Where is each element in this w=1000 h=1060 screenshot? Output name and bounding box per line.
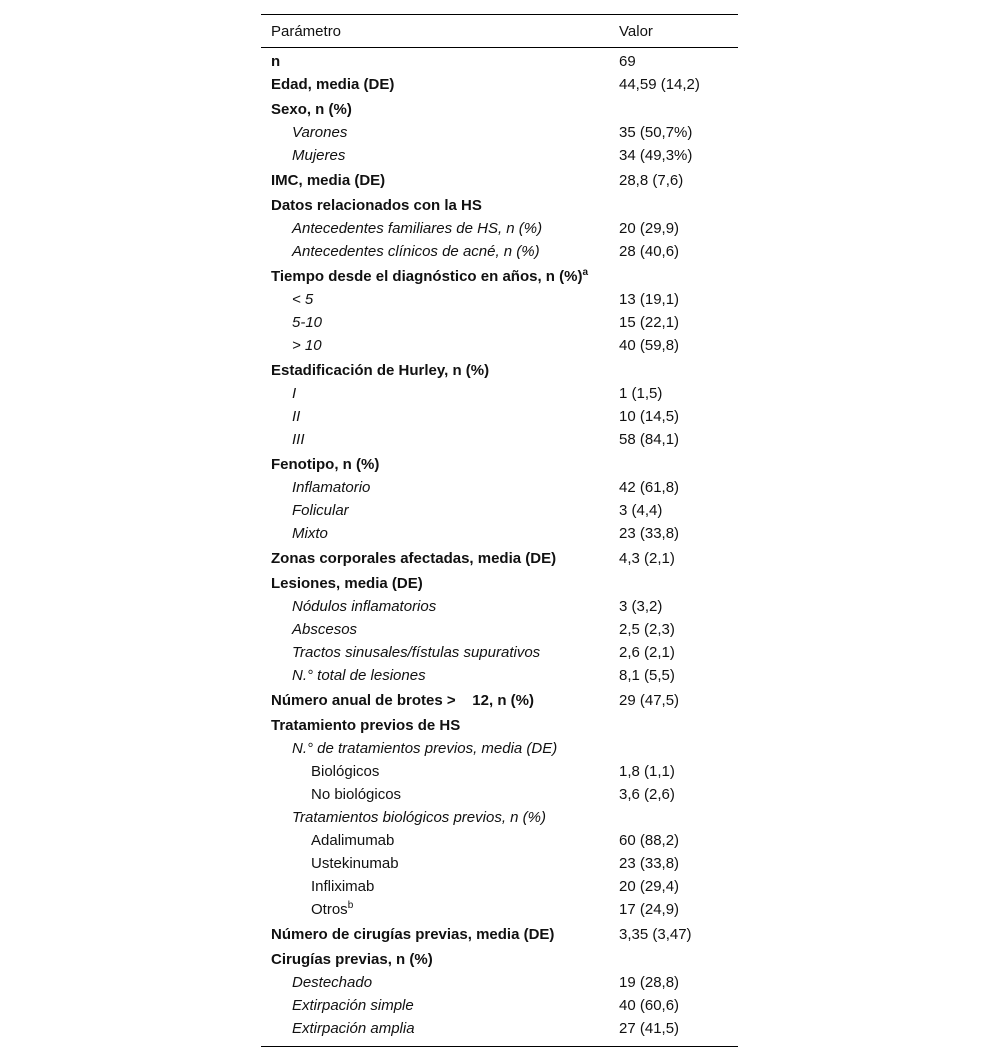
table-row bbox=[261, 783, 738, 806]
row-value: 1,8 (1,1) bbox=[619, 763, 675, 780]
table-row bbox=[261, 641, 738, 664]
row-value: 13 (19,1) bbox=[619, 291, 680, 308]
table-row bbox=[261, 852, 738, 875]
table-row bbox=[261, 144, 738, 167]
row-label: Ustekinumab bbox=[311, 855, 399, 872]
table-row bbox=[261, 382, 738, 405]
row-label: Fenotipo, n (%) bbox=[271, 456, 380, 473]
table-row bbox=[261, 760, 738, 783]
row-label: III bbox=[292, 431, 305, 448]
table-header bbox=[261, 15, 738, 47]
row-value: 29 (47,5) bbox=[619, 692, 680, 709]
row-label: Cirugías previas, n (%) bbox=[271, 951, 433, 968]
row-label: Infliximab bbox=[311, 878, 375, 895]
row-value: 35 (50,7%) bbox=[619, 124, 693, 141]
table-row bbox=[261, 923, 738, 946]
row-label: N.° total de lesiones bbox=[292, 667, 426, 684]
table-row bbox=[261, 618, 738, 641]
row-value: 17 (24,9) bbox=[619, 901, 680, 918]
row-value: 10 (14,5) bbox=[619, 408, 680, 425]
header-param: Parámetro bbox=[271, 22, 342, 40]
table-row bbox=[261, 522, 738, 545]
table-row bbox=[261, 689, 738, 712]
footnote-marker: a bbox=[582, 267, 589, 278]
row-value: 23 (33,8) bbox=[619, 855, 680, 872]
table-row bbox=[261, 359, 738, 382]
row-label: Varones bbox=[292, 124, 348, 141]
table-row bbox=[261, 50, 738, 73]
table-row bbox=[261, 217, 738, 240]
row-label: Tratamiento previos de HS bbox=[271, 717, 461, 734]
row-label: Mujeres bbox=[292, 147, 346, 164]
row-label: IMC, media (DE) bbox=[271, 172, 386, 189]
table-row bbox=[261, 121, 738, 144]
table-row bbox=[261, 898, 738, 921]
table-row bbox=[261, 169, 738, 192]
table-row bbox=[261, 428, 738, 451]
table-row bbox=[261, 311, 738, 334]
table-row bbox=[261, 240, 738, 263]
row-label: Número anual de brotes > 12, n (%) bbox=[271, 692, 534, 709]
row-label: No biológicos bbox=[311, 786, 402, 803]
row-label: Datos relacionados con la HS bbox=[271, 197, 482, 214]
table-row bbox=[261, 948, 738, 971]
row-value: 60 (88,2) bbox=[619, 832, 680, 849]
table-row bbox=[261, 334, 738, 357]
row-value: 2,5 (2,3) bbox=[619, 621, 675, 638]
table-row bbox=[261, 73, 738, 96]
table-row bbox=[261, 288, 738, 311]
row-value: 34 (49,3%) bbox=[619, 147, 693, 164]
row-label: > 10 bbox=[292, 337, 322, 354]
row-value: 3,6 (2,6) bbox=[619, 786, 675, 803]
row-value: 69 bbox=[619, 53, 636, 70]
table-row bbox=[261, 572, 738, 595]
table-row bbox=[261, 664, 738, 687]
row-label: Mixto bbox=[292, 525, 328, 542]
row-value: 8,1 (5,5) bbox=[619, 667, 675, 684]
row-value: 3 (4,4) bbox=[619, 502, 663, 519]
row-value: 2,6 (2,1) bbox=[619, 644, 675, 661]
table-row bbox=[261, 476, 738, 499]
table-row bbox=[261, 194, 738, 217]
row-label: Folicular bbox=[292, 502, 349, 519]
characteristics-table bbox=[261, 14, 738, 1047]
row-value: 40 (59,8) bbox=[619, 337, 680, 354]
row-label: < 5 bbox=[292, 291, 314, 308]
row-label: Antecedentes familiares de HS, n (%) bbox=[292, 220, 543, 237]
row-label: Extirpación simple bbox=[292, 997, 414, 1014]
row-value: 40 (60,6) bbox=[619, 997, 680, 1014]
table-row bbox=[261, 714, 738, 737]
header-value: Valor bbox=[619, 22, 653, 40]
row-value: 42 (61,8) bbox=[619, 479, 680, 496]
row-value: 58 (84,1) bbox=[619, 431, 680, 448]
row-label: Adalimumab bbox=[311, 832, 395, 849]
row-value: 3 (3,2) bbox=[619, 598, 663, 615]
row-label: Número de cirugías previas, media (DE) bbox=[271, 926, 555, 943]
row-value: 28,8 (7,6) bbox=[619, 172, 684, 189]
table-row bbox=[261, 405, 738, 428]
row-label: Nódulos inflamatorios bbox=[292, 598, 437, 615]
table-row bbox=[261, 829, 738, 852]
row-label: 5-10 bbox=[292, 314, 323, 331]
row-label: Estadificación de Hurley, n (%) bbox=[271, 362, 490, 379]
table-row bbox=[261, 971, 738, 994]
row-label: Sexo, n (%) bbox=[271, 101, 352, 118]
row-label: Abscesos bbox=[292, 621, 358, 638]
row-label: Tratamientos biológicos previos, n (%) bbox=[292, 809, 546, 826]
row-value: 23 (33,8) bbox=[619, 525, 680, 542]
row-label: I bbox=[292, 385, 297, 402]
row-label: Extirpación amplia bbox=[292, 1020, 415, 1037]
table-row bbox=[261, 1017, 738, 1040]
row-label: Edad, media (DE) bbox=[271, 76, 395, 93]
row-label: n bbox=[271, 53, 281, 70]
row-value: 3,35 (3,47) bbox=[619, 926, 692, 943]
table-row bbox=[261, 499, 738, 522]
table-row bbox=[261, 737, 738, 760]
row-label: Biológicos bbox=[311, 763, 380, 780]
table-row bbox=[261, 98, 738, 121]
table-row bbox=[261, 453, 738, 476]
table-row bbox=[261, 875, 738, 898]
row-label: Tiempo desde el diagnóstico en años, n (%)$^a$ bbox=[271, 267, 589, 285]
table-row bbox=[261, 806, 738, 829]
row-value: 4,3 (2,1) bbox=[619, 550, 675, 567]
row-label: Otros$^b$ bbox=[311, 900, 354, 918]
row-label: Antecedentes clínicos de acné, n (%) bbox=[292, 243, 540, 260]
footnote-marker: b bbox=[347, 900, 354, 911]
row-value: 19 (28,8) bbox=[619, 974, 680, 991]
row-label: Destechado bbox=[292, 974, 373, 991]
table-row bbox=[261, 547, 738, 570]
row-value: 20 (29,4) bbox=[619, 878, 680, 895]
table-bottom-rule bbox=[261, 1046, 738, 1047]
row-label: II bbox=[292, 408, 301, 425]
row-label: Tractos sinusales/fístulas supurativos bbox=[292, 644, 541, 661]
row-value: 28 (40,6) bbox=[619, 243, 680, 260]
row-label: Lesiones, media (DE) bbox=[271, 575, 423, 592]
row-value: 27 (41,5) bbox=[619, 1020, 680, 1037]
row-value: 1 (1,5) bbox=[619, 385, 663, 402]
row-label: Zonas corporales afectadas, media (DE) bbox=[271, 550, 557, 567]
row-label: Inflamatorio bbox=[292, 479, 371, 496]
row-value: 20 (29,9) bbox=[619, 220, 680, 237]
table-row bbox=[261, 994, 738, 1017]
row-value: 44,59 (14,2) bbox=[619, 76, 700, 93]
table-row bbox=[261, 265, 738, 288]
row-value: 15 (22,1) bbox=[619, 314, 680, 331]
table-row bbox=[261, 595, 738, 618]
row-label: N.° de tratamientos previos, media (DE) bbox=[292, 740, 558, 757]
